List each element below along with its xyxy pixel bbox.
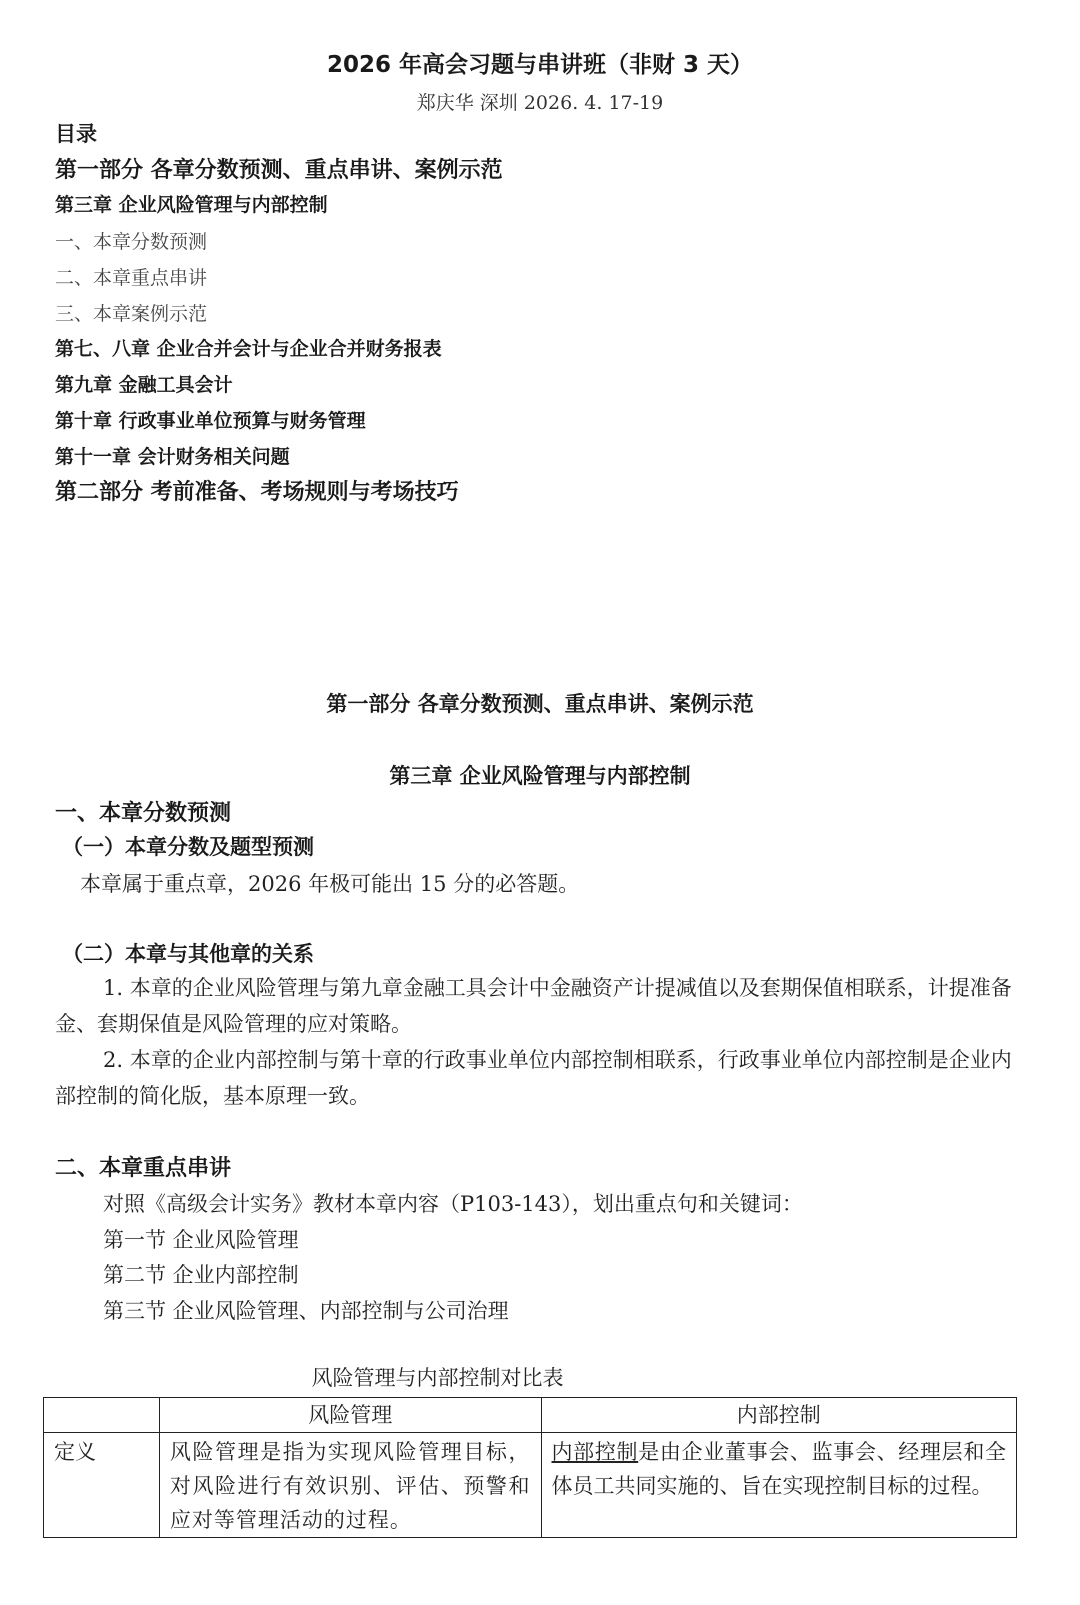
table-header-empty [44, 1398, 160, 1433]
section-item-1: 第一节 企业风险管理 [103, 1228, 299, 1252]
subsection-heading-relations: （二）本章与其他章的关系 [62, 942, 314, 966]
part-title: 第一部分 各章分数预测、重点串讲、案例示范 [326, 692, 754, 716]
toc-item-chapter-10: 第十章 行政事业单位预算与财务管理 [55, 410, 366, 432]
section-item-2: 第二节 企业内部控制 [103, 1263, 299, 1287]
table-header-internal-control: 内部控制 [541, 1398, 1017, 1433]
ic-term-underlined: 内部控制 [551, 1440, 639, 1464]
table-cell-ic-definition [541, 1433, 1017, 1538]
toc-heading: 目录 [55, 122, 97, 146]
relations-paragraph-1: 1. 本章的企业风险管理与第九章金融工具会计中金融资产计提减值以及套期保值相联系，计提准备金、套期保值是风险管理的应对策略。 [55, 976, 1012, 1036]
comparison-table [43, 1397, 1017, 1538]
key-points-intro: 对照《高级会计实务》教材本章内容（P103-143），划出重点句和关键词： [103, 1192, 803, 1216]
relations-paragraph-2: 2. 本章的企业内部控制与第十章的行政事业单位内部控制相联系，行政事业单位内部控制是企业内部控制的简化版，基本原理一致。 [55, 1048, 1012, 1108]
section-heading-key-points: 二、本章重点串讲 [55, 1156, 232, 1181]
table-header-risk-management: 风险管理 [159, 1398, 541, 1433]
toc-item-chapter-11: 第十一章 会计财务相关问题 [55, 446, 290, 468]
toc-item-part-2: 第二部分 考前准备、考场规则与考场技巧 [55, 480, 459, 505]
ic-definition-text: 是由企业董事会、监事会、经理层和全体员工共同实施的、旨在实现控制目标的过程。 [551, 1440, 1007, 1498]
subsection-heading-score-types: （一）本章分数及题型预测 [62, 835, 314, 859]
chapter-title: 第三章 企业风险管理与内部控制 [389, 764, 691, 788]
table-row [44, 1433, 1017, 1538]
table-caption: 风险管理与内部控制对比表 [311, 1366, 564, 1390]
section-item-3: 第三节 企业风险管理、内部控制与公司治理 [103, 1299, 509, 1323]
toc-item-chapter-3: 第三章 企业风险管理与内部控制 [55, 194, 328, 216]
table-cell-risk-definition: 风险管理是指为实现风险管理目标，对风险进行有效识别、评估、预警和应对等管理活动的过程。 [159, 1433, 541, 1538]
section-heading-score-forecast: 一、本章分数预测 [55, 801, 232, 826]
toc-item-section-1: 一、本章分数预测 [55, 231, 208, 253]
toc-item-section-3: 三、本章案例示范 [55, 303, 208, 325]
toc-item-chapter-7-8: 第七、八章 企业合并会计与企业合并财务报表 [55, 338, 442, 360]
table-row-label: 定义 [44, 1433, 160, 1538]
score-forecast-text: 本章属于重点章，2026 年极可能出 15 分的必答题。 [80, 872, 580, 896]
table-header-row [44, 1398, 1017, 1433]
toc-item-chapter-9: 第九章 金融工具会计 [55, 374, 233, 396]
toc-item-part-1: 第一部分 各章分数预测、重点串讲、案例示范 [55, 158, 503, 183]
document-title: 2026 年高会习题与串讲班（非财 3 天） [326, 52, 754, 78]
document-subtitle: 郑庆华 深圳 2026. 4. 17-19 [416, 92, 664, 114]
toc-item-section-2: 二、本章重点串讲 [55, 267, 208, 289]
